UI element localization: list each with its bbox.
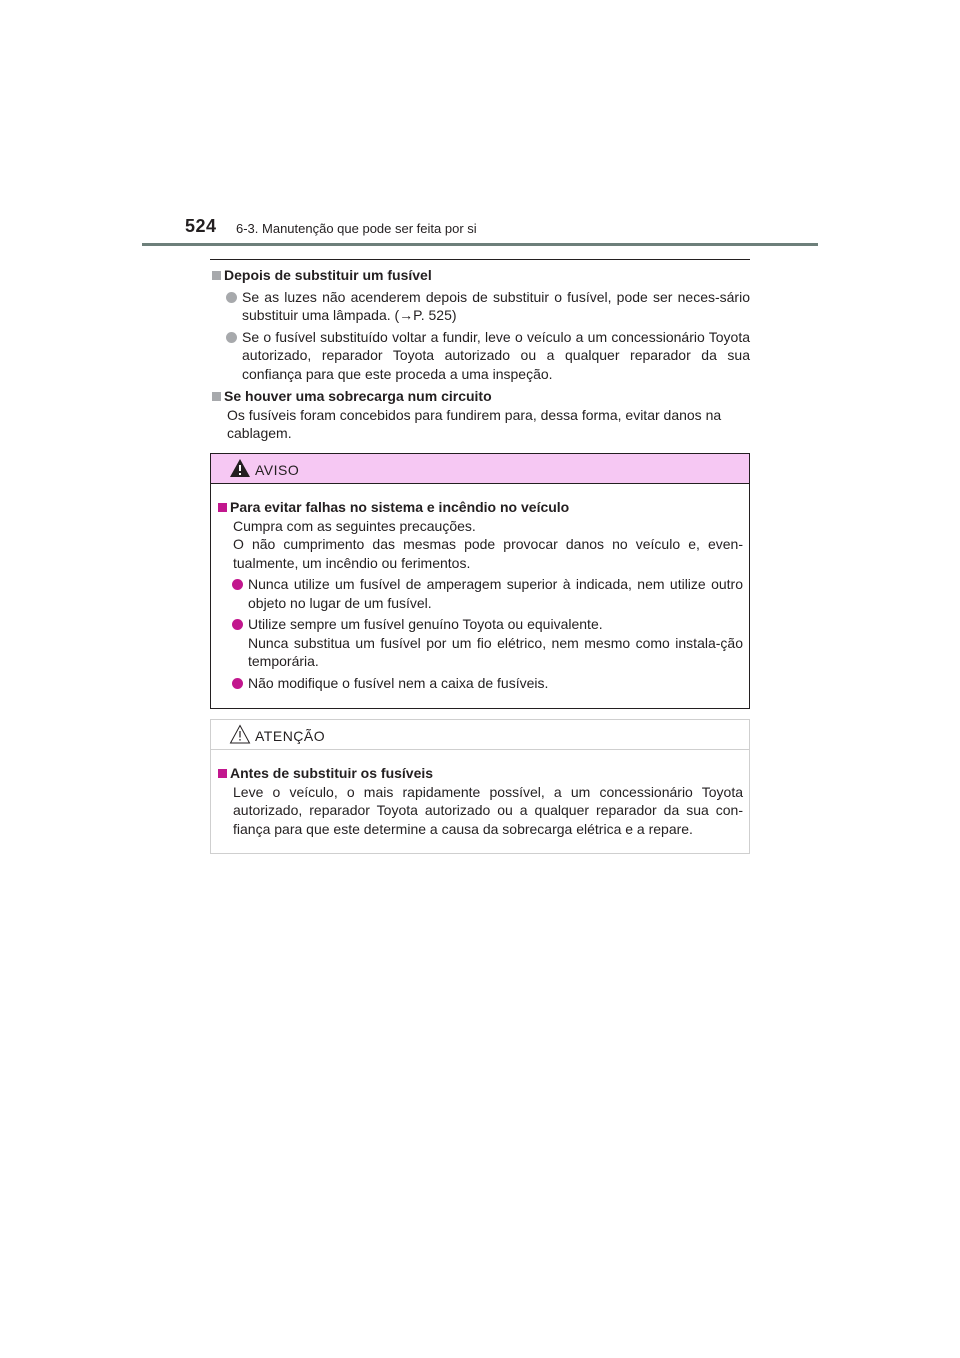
warning-box-header (211, 454, 749, 484)
square-bullet-icon (212, 271, 221, 280)
round-bullet-icon (232, 678, 243, 689)
warning-triangle-icon (229, 458, 251, 478)
notice-box-title: ATENÇÃO (255, 728, 326, 744)
box-paragraph: O não cumprimento das mesmas pode provocar danos no veículo e, even-tualmente, um incêndio ou ferimentos. (233, 536, 743, 571)
section-heading (210, 387, 750, 406)
bullet-text: Não modifique o fusível nem a caixa de fusíveis. (248, 674, 549, 691)
main-content (210, 266, 750, 443)
section-rule (210, 259, 750, 260)
bullet-text: Se as luzes não acenderem depois de substituir o fusível, pode ser neces-sário substituir uma lâmpada. (→P. 525) (242, 288, 750, 323)
box-heading-text: Para evitar falhas no sistema e incêndio no veículo (230, 499, 570, 515)
bullet-text: Se o fusível substituído voltar a fundir, leve o veículo a um concessionário Toyota autorizado, reparador Toyota autorizado ou a qualquer reparador da sua confiança para que este proceda a uma inspeção. (242, 328, 750, 382)
bullet-text: Utilize sempre um fusível genuíno Toyota ou equivalente. (248, 616, 603, 632)
running-title: 6-3. Manutenção que pode ser feita por si (236, 221, 477, 236)
square-bullet-icon (212, 392, 221, 401)
caution-triangle-icon (229, 724, 251, 744)
box-paragraph: Cumpra com as seguintes precauções. (233, 517, 476, 534)
warning-box-title: AVISO (255, 462, 300, 478)
square-bullet-icon (218, 769, 227, 778)
header-rule (142, 243, 818, 246)
section-heading-text: Se houver uma sobrecarga num circuito (224, 388, 492, 404)
section-paragraph: Os fusíveis foram concebidos para fundirem para, dessa forma, evitar danos na cablagem. (227, 406, 722, 441)
box-heading (216, 498, 743, 517)
bullet-item (216, 615, 743, 671)
round-bullet-icon (226, 292, 237, 303)
bullet-text: Nunca substitua um fusível por um fio elétrico, nem mesmo como instala-ção temporária. (248, 634, 743, 669)
bullet-item (210, 328, 750, 384)
warning-box-body (211, 484, 749, 692)
bullet-item (216, 575, 743, 612)
box-heading-text: Antes de substituir os fusíveis (230, 765, 434, 781)
notice-box (210, 719, 750, 854)
bullet-item (216, 674, 743, 693)
section-heading (210, 266, 750, 285)
section-heading-text: Depois de substituir um fusível (224, 267, 432, 283)
warning-box (210, 453, 750, 709)
round-bullet-icon (232, 619, 243, 630)
notice-box-header (211, 720, 749, 750)
round-bullet-icon (226, 332, 237, 343)
bullet-item (210, 288, 750, 325)
round-bullet-icon (232, 579, 243, 590)
bullet-text: Nunca utilize um fusível de amperagem superior à indicada, nem utilize outro objeto no lugar de um fusível. (248, 576, 743, 611)
box-heading (216, 764, 743, 783)
square-bullet-icon (218, 503, 227, 512)
box-paragraph: Leve o veículo, o mais rapidamente possível, a um concessionário Toyota autorizado, reparador Toyota autorizado ou a qualquer reparador da sua con-fiança para que este determine a causa da sobrecarga elétrica e a repare. (233, 783, 743, 837)
notice-box-body (211, 750, 749, 838)
page-number: 524 (185, 216, 217, 236)
